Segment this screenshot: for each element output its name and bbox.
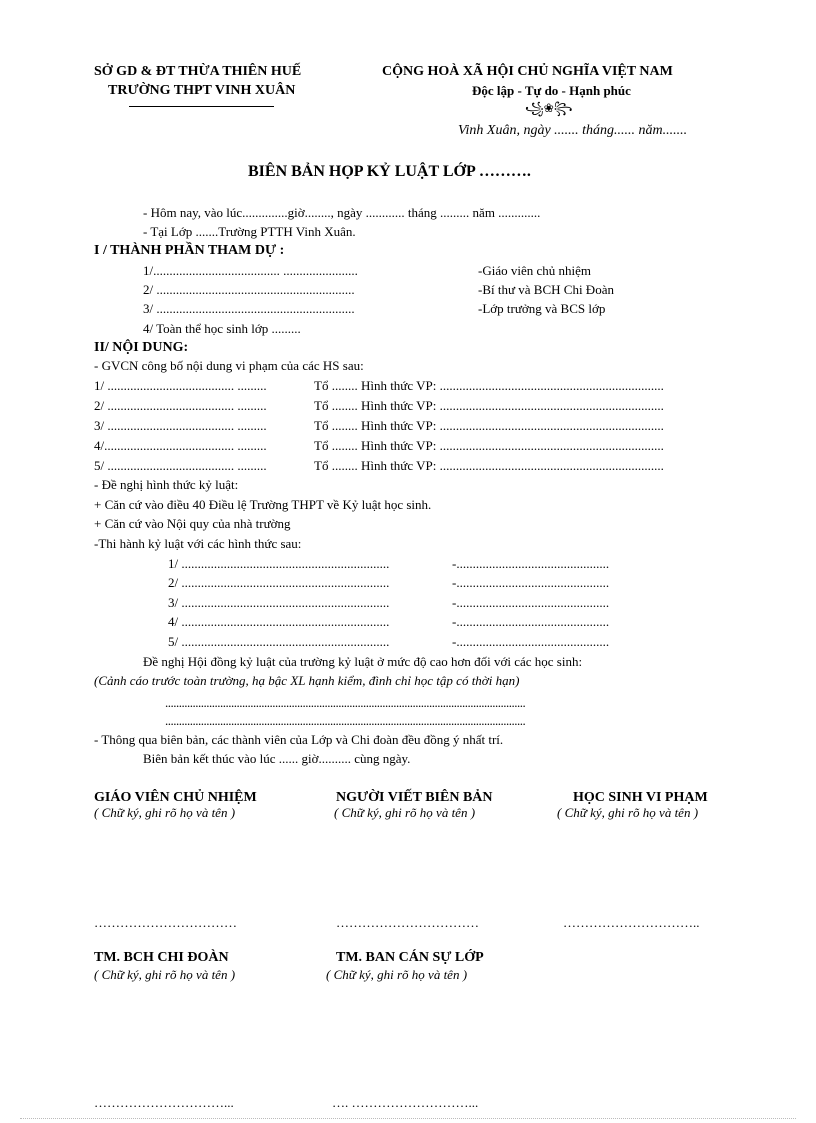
sig-bcs-dots: …. ………………………... (332, 1095, 479, 1110)
ornament: ꧁❀꧂ (525, 101, 573, 115)
student-row-1-name: 1/ ....................................... ......... (94, 378, 267, 393)
council-note: (Cảnh cáo trước toàn trường, hạ bậc XL hạnh kiểm, đình chỉ học tập có thời hạn) (94, 673, 520, 688)
sig-bch-title: TM. BCH CHI ĐOÀN (94, 950, 229, 965)
student-row-5-name: 5/ ....................................... ......... (94, 458, 267, 473)
sig-bch-dots: …………………………... (94, 1095, 234, 1110)
enforce-line: -Thi hành kỷ luật với các hình thức sau: (94, 536, 302, 551)
student-row-2-detail: Tổ ........ Hình thức VP: ..................................................................... (314, 398, 664, 413)
date-line: Vinh Xuân, ngày ....... tháng...... năm....... (458, 123, 688, 138)
discipline-row-5-left: 5/ ................................................................ (168, 634, 390, 649)
sig-gvcn-dots: …………………………… (94, 915, 237, 930)
member-row-3-right: -Lớp trưởng và BCS lớp (478, 301, 606, 316)
sig-writer-title: NGƯỜI VIẾT BIÊN BẢN (336, 790, 493, 805)
discipline-row-3-right: -............................................... (452, 595, 610, 610)
blank-line-2: ................................................................................................................................... (165, 713, 526, 728)
approve-line: - Thông qua biên bản, các thành viên của Lớp và Chi đoàn đều đồng ý nhất trí. (94, 732, 504, 747)
sig-bcs-title: TM. BAN CÁN SỰ LỚP (336, 950, 484, 965)
discipline-row-3-left: 3/ ................................................................ (168, 595, 390, 610)
basis-line-1: + Căn cứ vào điều 40 Điều lệ Trường THPT về Kỷ luật học sinh. (94, 497, 432, 512)
blank-line-1: ................................................................................................................................... (165, 695, 526, 710)
sig-student-note: ( Chữ ký, ghi rõ họ và tên ) (557, 805, 699, 820)
announce-line: - GVCN công bố nội dung vi phạm của các HS sau: (94, 358, 364, 373)
motto: Độc lập - Tự do - Hạnh phúc (472, 83, 631, 98)
sig-gvcn-note: ( Chữ ký, ghi rõ họ và tên ) (94, 805, 236, 820)
propose-line: - Đề nghị hình thức kỷ luật: (94, 477, 239, 492)
sig-bcs-note: ( Chữ ký, ghi rõ họ và tên ) (326, 967, 468, 982)
discipline-row-4-right: -............................................... (452, 614, 610, 629)
sig-writer-note: ( Chữ ký, ghi rõ họ và tên ) (334, 805, 476, 820)
member-row-2-right: -Bí thư và BCH Chi Đoàn (478, 282, 614, 297)
sig-student-dots: ………………………….. (563, 915, 700, 930)
discipline-row-1-left: 1/ ................................................................ (168, 556, 390, 571)
sig-student-title: HỌC SINH VI PHẠM (573, 790, 708, 805)
basis-line-2: + Căn cứ vào Nội quy của nhà trường (94, 516, 291, 531)
discipline-row-4-left: 4/ ................................................................ (168, 614, 390, 629)
student-row-4-name: 4/........................................ ......... (94, 438, 267, 453)
member-row-2-left: 2/ ............................................................. (143, 282, 355, 297)
section2-heading: II/ NỘI DUNG: (94, 340, 189, 355)
school-name: TRƯỜNG THPT VINH XUÂN (108, 83, 296, 98)
page-bottom-border (20, 1118, 796, 1119)
discipline-row-5-right: -............................................... (452, 634, 610, 649)
student-row-3-detail: Tổ ........ Hình thức VP: ..................................................................... (314, 418, 664, 433)
student-row-4-detail: Tổ ........ Hình thức VP: ..................................................................... (314, 438, 664, 453)
member-row-4: 4/ Toàn thể học sinh lớp ......... (143, 321, 301, 336)
sig-writer-dots: …………………………… (336, 915, 479, 930)
discipline-row-2-right: -............................................... (452, 575, 610, 590)
discipline-row-2-left: 2/ ................................................................ (168, 575, 390, 590)
dept-name: SỞ GD & ĐT THỪA THIÊN HUẾ (94, 64, 302, 79)
student-row-3-name: 3/ ....................................... ......... (94, 418, 267, 433)
student-row-5-detail: Tổ ........ Hình thức VP: ..................................................................... (314, 458, 664, 473)
meeting-place-line: - Tại Lớp .......Trường PTTH Vinh Xuân. (143, 224, 356, 239)
member-row-1-right: -Giáo viên chủ nhiệm (478, 263, 591, 278)
discipline-row-1-right: -............................................... (452, 556, 610, 571)
council-line: Đề nghị Hội đồng kỷ luật của trường kỷ luật ở mức độ cao hơn đối với các học sinh: (143, 654, 583, 669)
member-row-3-left: 3/ ............................................................. (143, 301, 355, 316)
end-line: Biên bản kết thúc vào lúc ...... giờ.......... cùng ngày. (143, 751, 411, 766)
member-row-1-left: 1/....................................... ....................... (143, 263, 358, 278)
country-name: CỘNG HOÀ XÃ HỘI CHỦ NGHĨA VIỆT NAM (382, 64, 673, 79)
sig-gvcn-title: GIÁO VIÊN CHỦ NHIỆM (94, 790, 257, 805)
sig-bch-note: ( Chữ ký, ghi rõ họ và tên ) (94, 967, 236, 982)
section1-heading: I / THÀNH PHẦN THAM DỰ : (94, 243, 285, 258)
header-underline (129, 106, 274, 107)
student-row-2-name: 2/ ....................................... ......... (94, 398, 267, 413)
student-row-1-detail: Tổ ........ Hình thức VP: ..................................................................... (314, 378, 664, 393)
document-title: BIÊN BẢN HỌP KỶ LUẬT LỚP ………. (248, 163, 531, 180)
meeting-time-line: - Hôm nay, vào lúc..............giờ........, ngày ............ tháng ......... năm ............. (143, 205, 541, 220)
